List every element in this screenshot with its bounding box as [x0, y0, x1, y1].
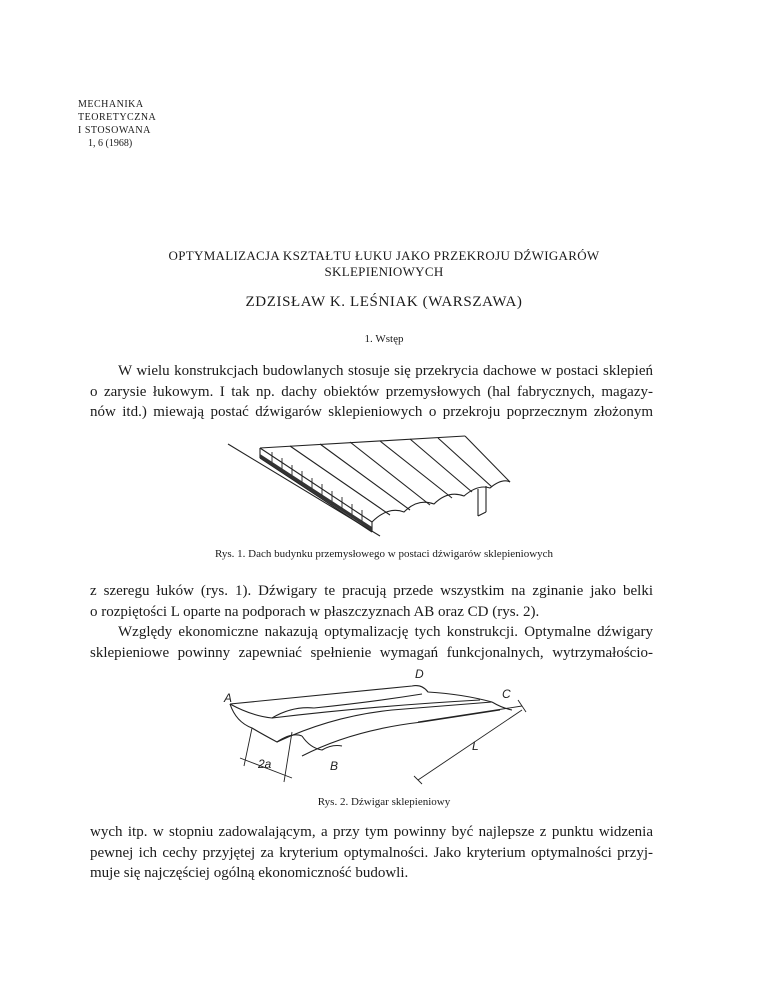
label-width: 2a	[258, 757, 272, 771]
paragraph-1	[90, 361, 653, 423]
title-line2: SKLEPIENIOWYCH	[324, 264, 444, 279]
journal-name-line2: TEORETYCZNA	[78, 112, 157, 123]
paragraph-3-line: pewnej ich cechy przyjętej za kryterium optymalności. Jako kryterium optymalności przyj-	[90, 844, 653, 861]
label-b: B	[330, 759, 339, 773]
paragraph-2	[90, 581, 653, 663]
paragraph-3-line: wych itp. w stopniu zadowalającym, a przy tym powinny być najlepsze z punktu widzenia	[90, 824, 653, 840]
figure-1-drawing	[220, 432, 520, 542]
paragraph-3	[90, 822, 653, 884]
journal-name-line1: MECHANIKA	[78, 99, 144, 110]
label-l: L	[472, 739, 479, 753]
paragraph-2-line: z szeregu łuków (rys. 1). Dźwigary te pracują przede wszystkim na zginanie jako belki	[90, 583, 653, 599]
label-a: A	[224, 691, 233, 705]
label-c: C	[502, 687, 511, 701]
title-line1: OPTYMALIZACJA KSZTAŁTU ŁUKU JAKO PRZEKROJU DŹWIGARÓW	[168, 248, 600, 263]
journal-header	[78, 98, 156, 150]
author-line: ZDZISŁAW K. LEŚNIAK (WARSZAWA)	[245, 294, 523, 310]
figure-1-roof-sketch	[220, 432, 520, 547]
figure-2-caption: Rys. 2. Dźwigar sklepieniowy	[317, 796, 451, 808]
figure-2-drawing	[222, 666, 552, 786]
paragraph-1-line: o zarysie łukowym. I tak np. dachy obiektów przemysłowych (hal fabrycznych, magazy-	[90, 383, 653, 400]
journal-volume: 1, 6 (1968)	[88, 138, 133, 149]
section-heading: 1. Wstęp	[364, 333, 404, 345]
paragraph-1-line: nów itd.) miewają postać dźwigarów sklepieniowych o przekroju poprzecznym złożonym	[90, 404, 653, 420]
paragraph-3-line: muje się najczęściej ogólną ekonomiczność budowli.	[90, 865, 409, 881]
paragraph-1-line: W wielu konstrukcjach budowlanych stosuje się przekrycia dachowe w postaci sklepień	[118, 363, 653, 379]
figure-1-caption: Rys. 1. Dach budynku przemysłowego w postaci dźwigarów sklepieniowych	[214, 548, 554, 560]
paragraph-2-line: o rozpiętości L oparte na podporach w płaszczyznach AB oraz CD (rys. 2).	[90, 603, 540, 620]
journal-name-line3: I STOSOWANA	[78, 125, 151, 136]
figure-2-vault-girder	[222, 666, 552, 791]
label-d: D	[415, 667, 424, 681]
paragraph-2-line: sklepieniowe powinny zapewniać spełnienie wymagań funkcjonalnych, wytrzymałościo-	[90, 644, 653, 661]
paragraph-2-line: Względy ekonomiczne nakazują optymalizację tych konstrukcji. Optymalne dźwigary	[118, 624, 653, 640]
article-title	[0, 248, 768, 280]
